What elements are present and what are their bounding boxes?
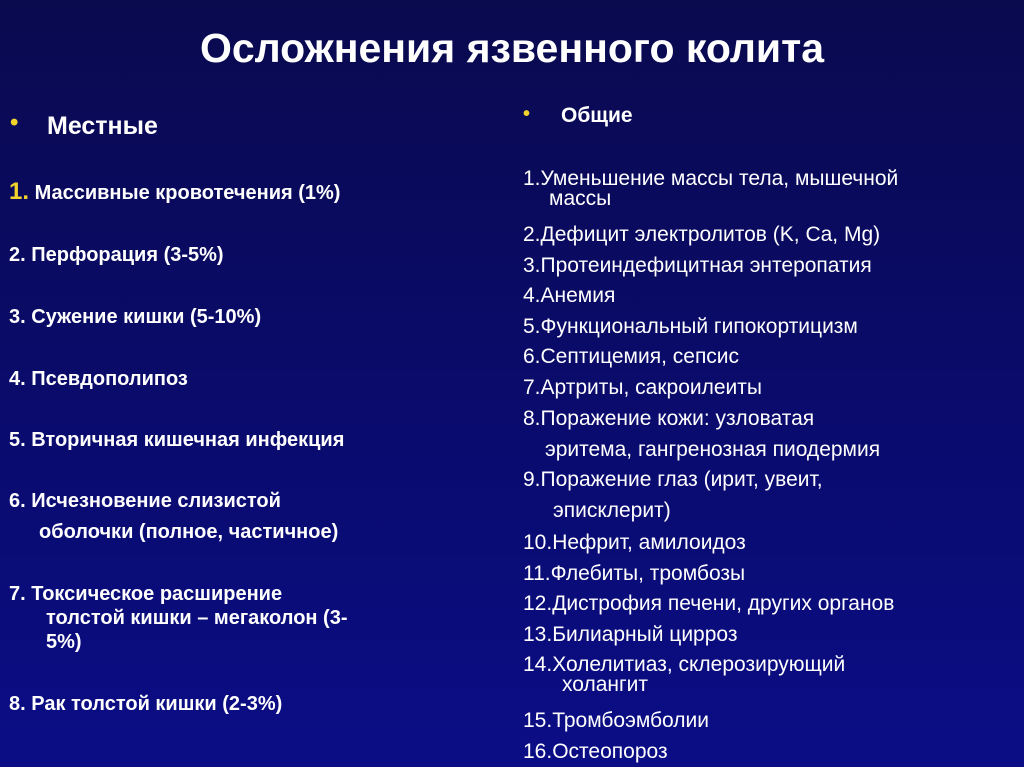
item-text: Токсическое расширение [25, 583, 283, 605]
local-item-1 [9, 180, 340, 205]
general-item-9 [523, 468, 823, 523]
item-text: Рак толстой кишки (2-3%) [25, 693, 283, 715]
bullet-icon: • [523, 103, 531, 125]
bullet-icon: • [10, 109, 19, 136]
general-item-7 [523, 376, 762, 400]
item-text: Сужение кишки (5-10%) [25, 306, 262, 328]
item-number: 4. [9, 368, 26, 390]
item-text: 11.Флебиты, тромбозы [523, 562, 746, 585]
general-item-13 [523, 623, 738, 647]
local-item-8 [9, 692, 282, 716]
item-number: 8. [9, 693, 26, 715]
item-text: Псевдополипоз [25, 368, 188, 390]
item-text: 8.Поражение кожи: узловатая [523, 407, 815, 430]
local-item-3 [9, 305, 261, 329]
item-text: Вторичная кишечная инфекция [25, 429, 345, 451]
local-item-4 [9, 367, 188, 391]
item-text: Перфорация (3-5%) [25, 244, 224, 266]
item-number: 5. [9, 429, 26, 451]
item-text: 1.Уменьшение массы тела, мышечной [523, 167, 899, 190]
item-text: 16.Остеопороз [523, 740, 668, 763]
item-number: 1. [9, 178, 30, 205]
item-text: 10.Нефрит, амилоидоз [523, 531, 746, 554]
item-text: 3.Протеиндефицитная энтеропатия [523, 254, 872, 277]
general-item-10 [523, 531, 746, 555]
item-continuation: эритема, гангренозная пиодермия [545, 438, 881, 461]
item-text: 15.Тромбоэмболии [523, 709, 709, 732]
item-text: 5.Функциональный гипокортицизм [523, 315, 858, 338]
general-item-5 [523, 315, 858, 339]
item-number: 2. [9, 244, 26, 266]
general-item-2 [523, 223, 880, 247]
item-continuation: холангит [562, 673, 649, 696]
item-number: 3. [9, 306, 26, 328]
item-text: 4.Анемия [523, 284, 616, 307]
item-number: 6. [9, 490, 26, 512]
item-text: 7.Артриты, сакроилеиты [523, 376, 762, 399]
item-continuation: массы [549, 187, 612, 210]
item-continuation: толстой кишки – мегаколон (3- [46, 607, 348, 629]
general-item-8 [523, 407, 880, 462]
local-complications-column [0, 0, 510, 767]
item-text: Исчезновение слизистой [25, 490, 281, 512]
item-text: Массивные кровотечения (1%) [29, 182, 341, 204]
slide-title: Осложнения язвенного колита [199, 25, 825, 71]
general-item-12 [523, 592, 894, 616]
local-item-5 [9, 428, 344, 452]
item-continuation: 5%) [46, 631, 82, 653]
item-number: 7. [9, 583, 26, 605]
item-text: 13.Билиарный цирроз [523, 623, 738, 646]
local-item-6 [9, 489, 338, 544]
general-item-16 [523, 740, 668, 764]
general-item-6 [523, 345, 739, 369]
item-text: 12.Дистрофия печени, других органов [523, 592, 895, 615]
general-item-14 [523, 653, 845, 697]
general-item-15 [523, 709, 709, 733]
general-item-11 [523, 562, 745, 586]
item-continuation: оболочки (полное, частичное) [39, 521, 339, 543]
general-item-4 [523, 284, 615, 308]
item-text: 9.Поражение глаз (ирит, увеит, [523, 468, 823, 491]
item-text: 14.Холелитиаз, склерозирующий [523, 653, 846, 676]
item-text: 2.Дефицит электролитов (K, Ca, Mg) [523, 223, 881, 246]
local-heading: Местные [47, 112, 158, 140]
general-item-1 [523, 167, 898, 211]
item-text: 6.Септицемия, сепсис [523, 345, 740, 368]
general-item-3 [523, 254, 872, 278]
local-item-2 [9, 243, 224, 267]
general-heading: Общие [561, 104, 633, 127]
local-item-7 [9, 582, 348, 654]
item-continuation: эписклерит) [553, 499, 671, 522]
general-complications-column [520, 0, 1024, 767]
